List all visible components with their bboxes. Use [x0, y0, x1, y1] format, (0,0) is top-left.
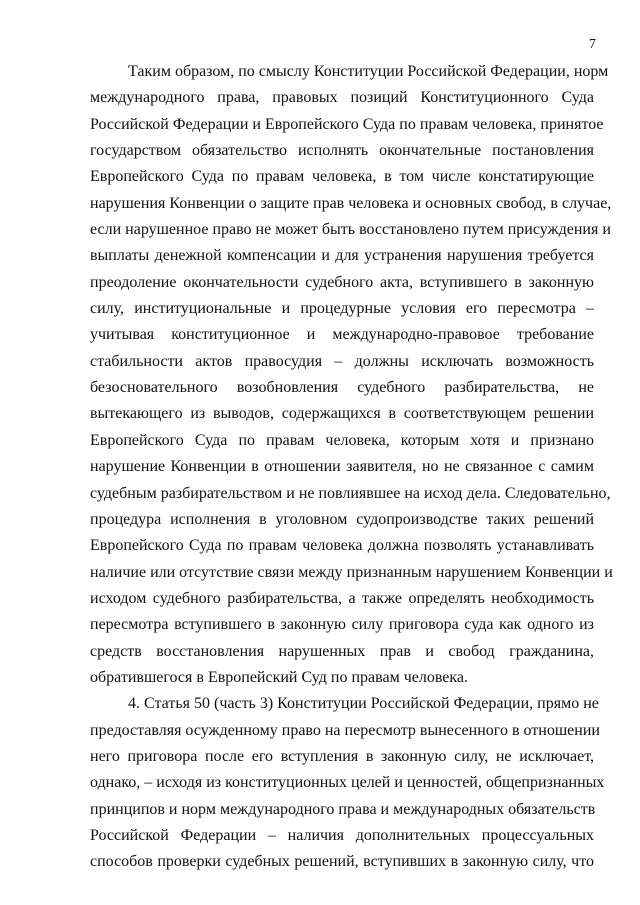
- text-line: нарушения Конвенции о защите прав человека и основных свобод, в случае,: [90, 194, 612, 212]
- text-line: пересмотра вступившего в законную силу приговора суда как одного из: [90, 616, 594, 634]
- text-line: Таким образом, по смыслу Конституции Российской Федерации, норм: [128, 63, 609, 80]
- text-line: выплаты денежной компенсации и для устранения нарушения требуется: [90, 247, 594, 265]
- text-line: исходом судебного разбирательства, а также определять необходимость: [90, 589, 594, 607]
- text-line: средств восстановления нарушенных прав и свобод гражданина,: [90, 642, 594, 660]
- text-line: стабильности актов правосудия – должны исключать возможность: [90, 352, 594, 370]
- paragraph-2: [90, 694, 605, 878]
- text-line: преодоление окончательности судебного акта, вступившего в законную: [90, 273, 594, 291]
- text-line: учитывая конституционное и международно-правовое требование: [90, 326, 594, 344]
- text-line: судебным разбирательством и не повлиявшее на исход дела. Следовательно,: [90, 484, 611, 502]
- text-line: обратившегося в Европейский Суд по правам человека.: [90, 668, 469, 686]
- text-line: Европейского Суда по правам человека должна позволять устанавливать: [90, 537, 594, 555]
- text-line: вытекающего из выводов, содержащихся в соответствующем решении: [90, 405, 594, 423]
- text-line: однако, – исходя из конституционных целей и ценностей, общепризнанных: [90, 774, 605, 792]
- text-line: процедура исполнения в уголовном судопроизводстве таких решений: [90, 510, 594, 528]
- text-line: международного права, правовых позиций Конституционного Суда: [90, 89, 594, 107]
- page-number: 7: [589, 37, 596, 52]
- text-line: Европейского Суда по правам человека, в том числе констатирующие: [90, 168, 594, 186]
- text-line: него приговора после его вступления в законную силу, не исключает,: [90, 747, 594, 765]
- text-line: Европейского Суда по правам человека, которым хотя и признано: [90, 431, 594, 449]
- paragraph-1: [90, 62, 613, 694]
- text-line: предоставляя осужденному право на пересмотр вынесенного в отношении: [90, 721, 600, 739]
- text-line: безосновательного возобновления судебного разбирательства, не: [90, 379, 594, 397]
- text-line: государством обязательство исполнять окончательные постановления: [90, 142, 594, 160]
- text-line: нарушение Конвенции в отношении заявителя, но не связанное с самим: [90, 458, 594, 476]
- text-line: способов проверки судебных решений, вступивших в законную силу, что: [90, 853, 594, 871]
- text-line: принципов и норм международного права и международных обязательств: [90, 800, 596, 818]
- text-line: силу, институциональные и процедурные условия его пересмотра –: [90, 300, 594, 318]
- body-text: [90, 62, 613, 879]
- text-line: если нарушенное право не может быть восстановлено путем присуждения и: [90, 221, 611, 239]
- text-line: 4. Статья 50 (часть 3) Конституции Российской Федерации, прямо не: [128, 695, 599, 713]
- text-line: наличие или отсутствие связи между признанным нарушением Конвенции и: [90, 563, 613, 581]
- text-line: Российской Федерации – наличия дополнительных процессуальных: [90, 826, 594, 844]
- text-line: Российской Федерации и Европейского Суда по правам человека, принятое: [90, 115, 604, 133]
